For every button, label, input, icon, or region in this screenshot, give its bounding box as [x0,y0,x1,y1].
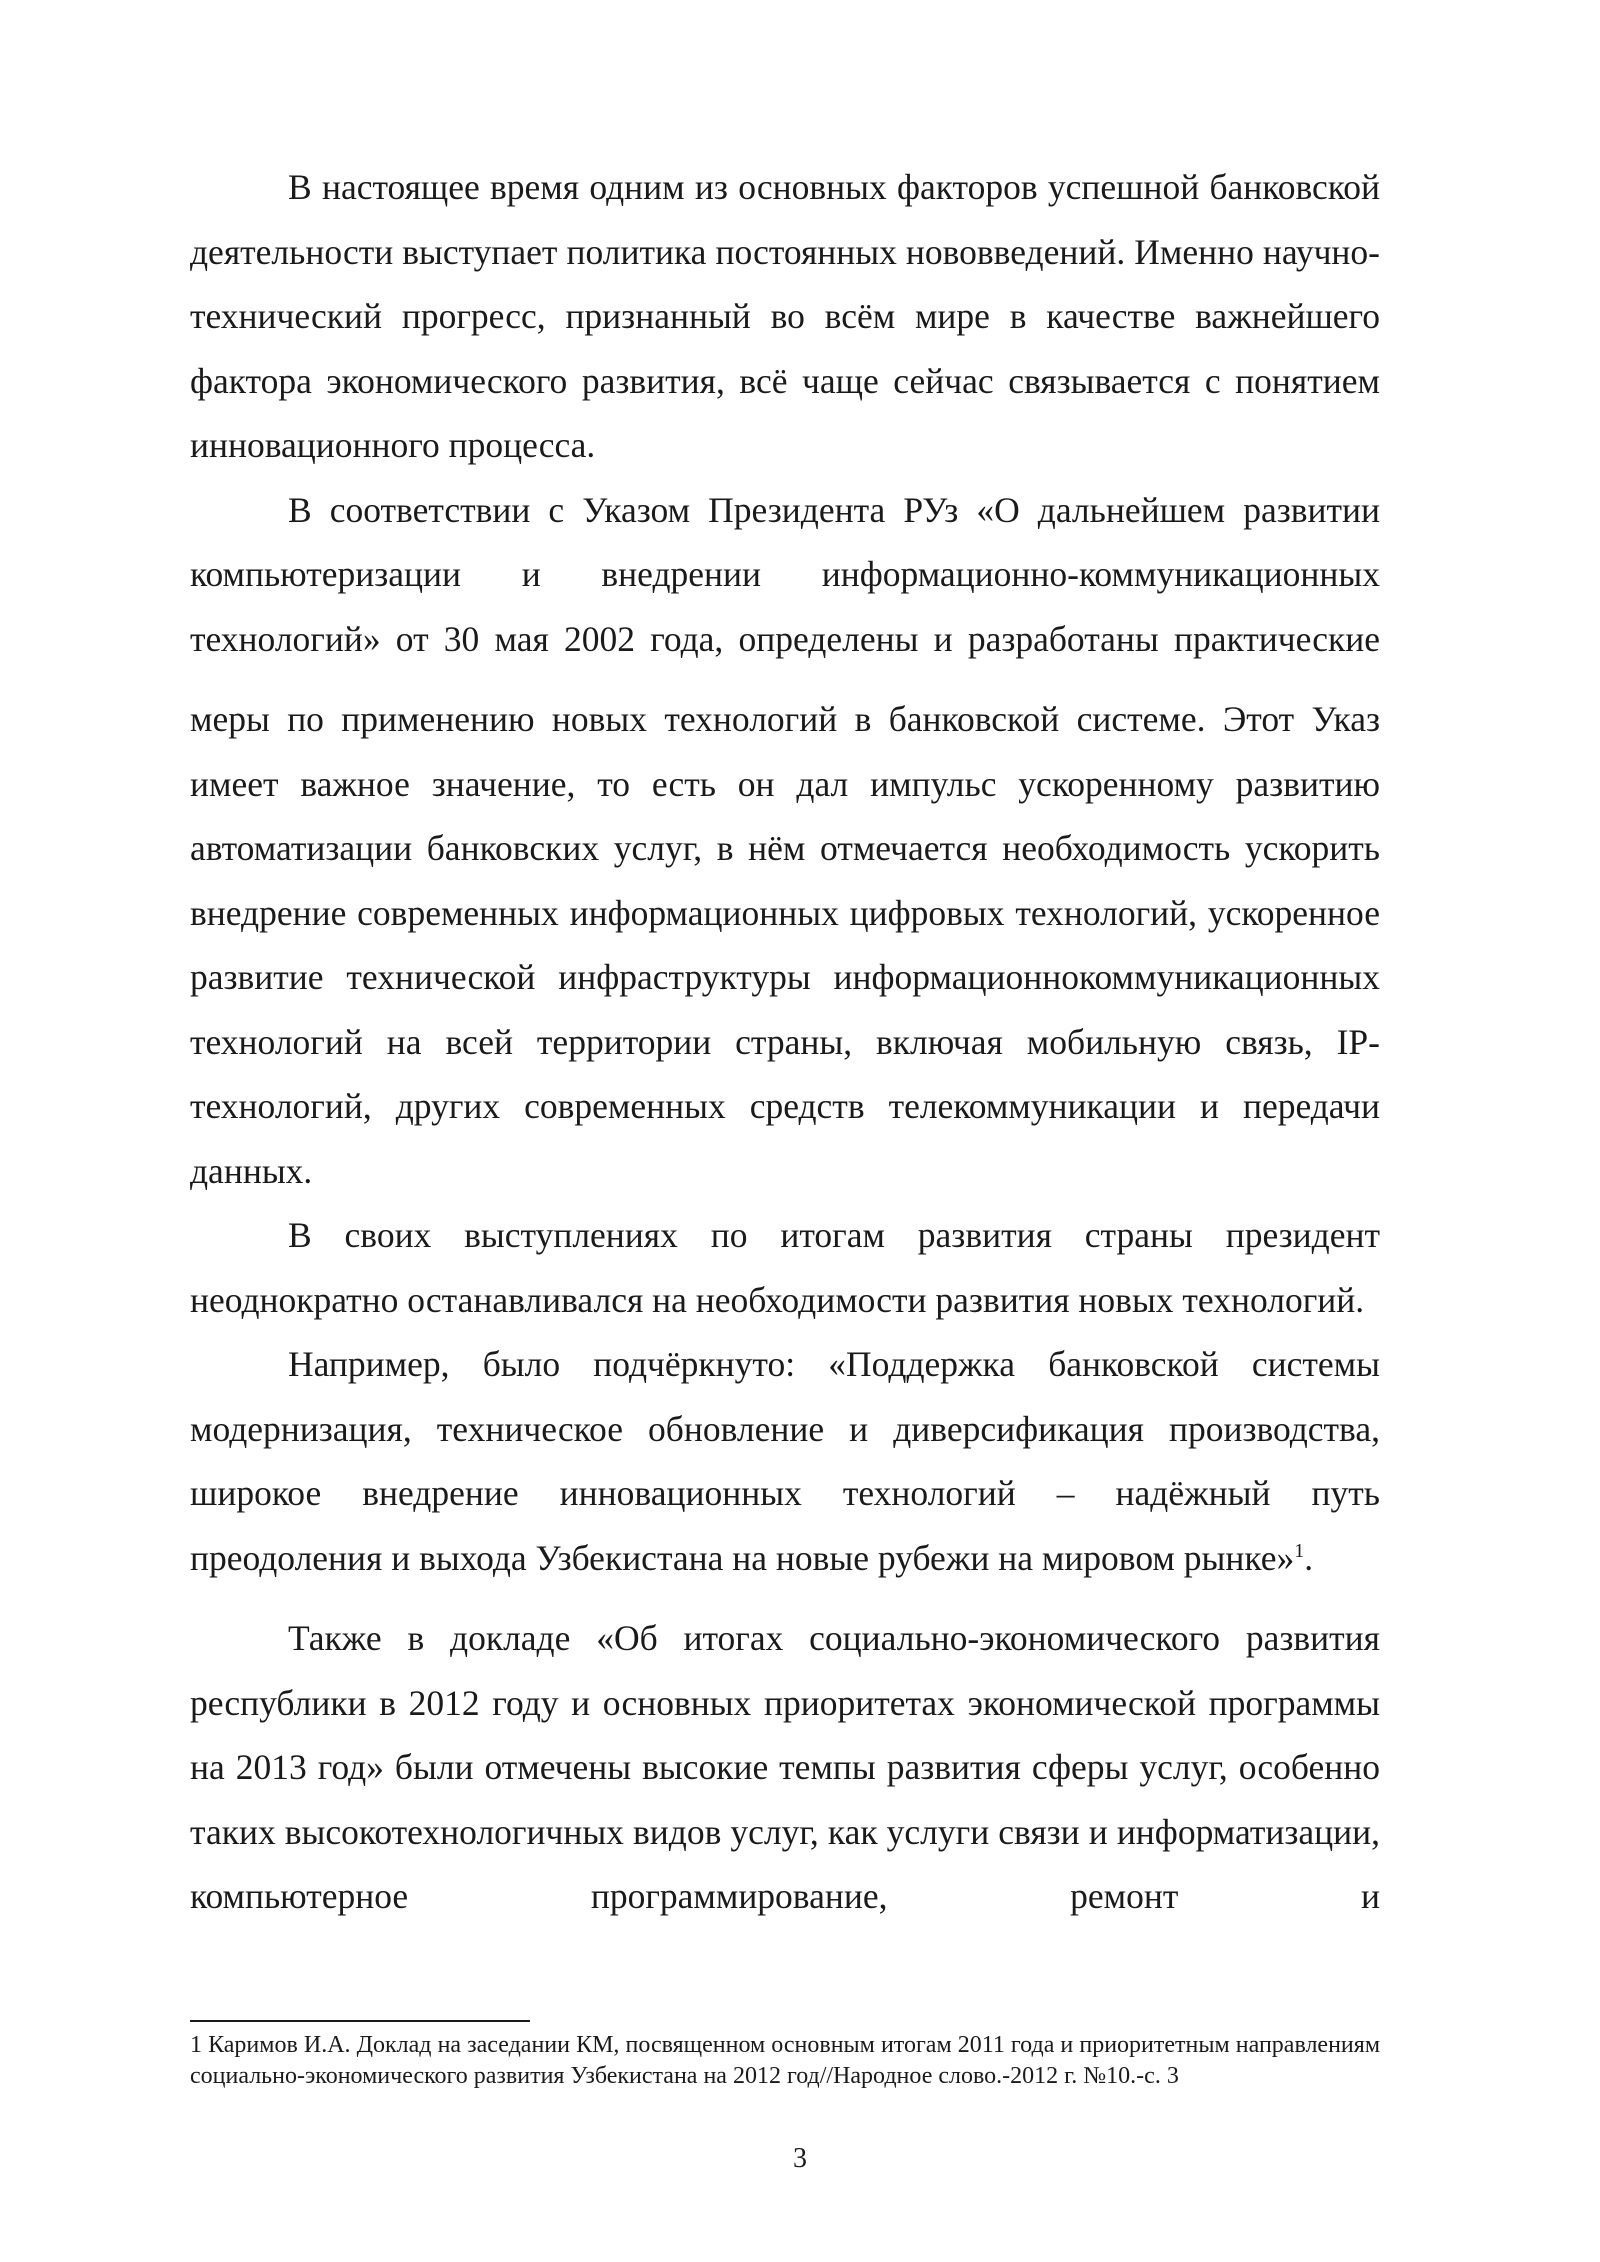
footnote: 1 Каримов И.А. Доклад на заседании КМ, посвященном основным итогам 2011 года и приоритетным направлениям социально-экономического развития Узбекистана на 2012 год//Народное слово.-2012 г. №10.-с. 3 [190,2032,1380,2089]
footnote-reference: 1 [1294,1539,1305,1562]
paragraph-4 [190,1332,1380,1590]
paragraph-1: В настоящее время одним из основных факторов успешной банковской деятельности выступает политика постоянных нововведений. Именно научно-технический прогресс, признанный во всём мире в качестве важнейшего фактора экономического развития, всё чаще сейчас связывается с понятием инновационного процесса. [190,167,1380,465]
footnote-separator [190,2020,530,2022]
paragraph-3: В своих выступлениях по итогам развития страны президент неоднократно останавливался на необходимости развития новых технологий. [190,1215,1380,1320]
paragraph-5: Также в докладе «Об итогах социально-экономического развития республики в 2012 году и основных приоритетах экономической программы на 2013 год» были отмечены высокие темпы развития сферы услуг, особенно таких высокотехнологичных видов услуг, как услуги связи и информатизации, компьютерное программирование, ремонт и [190,1618,1380,1916]
paragraph-2: В соответствии с Указом Президента РУз «О дальнейшем развитии компьютеризации и внедрении информационно-коммуникационных технологий» от 30 мая 2002 года, определены и разработаны практические [190,489,1380,659]
paragraph-4-text: Например, было подчёркнуто: «Поддержка банковской системы модернизация, техническое обновление и диверсификация производства, широкое внедрение инновационных технологий – надёжный путь преодоления и выхода Узбекистана на новые рубежи на мировом рынке» [190,1344,1380,1578]
body-text [190,155,1380,1929]
paragraph-4-end: . [1304,1537,1314,1578]
paragraph-2-continued: меры по применению новых технологий в банковской системе. Этот Указ имеет важное значение, то есть он дал импульс ускоренному развитию автоматизации банковских услуг, в нём отмечается необходимость ускорить внедрение современных информационных цифровых технологий, ускоренное развитие технической инфраструктуры информационнокоммуникационных технологий на всей территории страны, включая мобильную связь, IP-технологий, других современных средств телекоммуникации и передачи данных. [190,699,1380,1191]
page-number: 3 [793,2143,807,2174]
